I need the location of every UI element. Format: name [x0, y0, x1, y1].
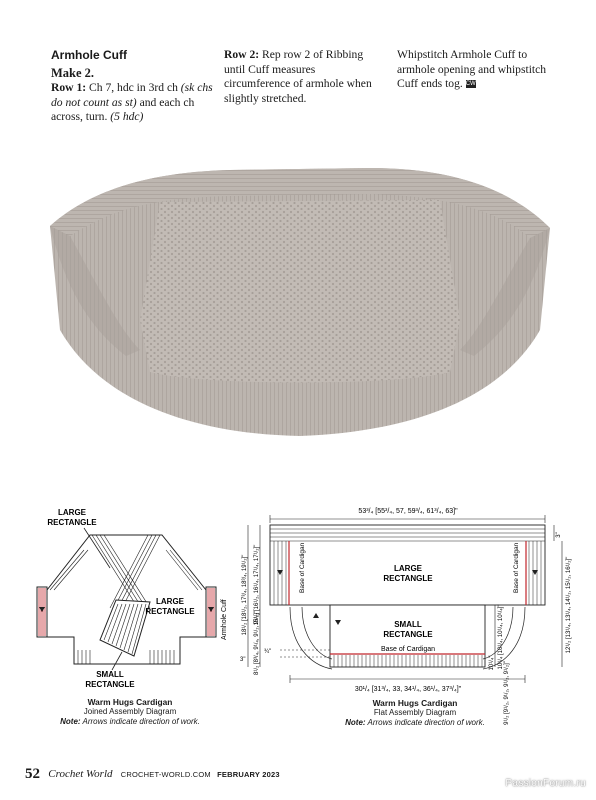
row1-text2: and each ch across, turn.: [51, 95, 195, 123]
large-rectangle-label-2: RECTANGLE: [383, 574, 433, 583]
small-height-dim: 10¹/₄ [10¹/₄, 10¹/₄, 10¹/₄]": [498, 604, 504, 670]
row2-text: Rep row 2 of Ribbing until Cuff measures circumference of armhole when slightly stretched.: [224, 48, 372, 105]
large-rectangle-top-label-2: RECTANGLE: [47, 518, 97, 527]
instructions-column-3: [397, 48, 557, 92]
left-half-dim: ¾": [264, 649, 272, 655]
small-rectangle-label-1: SMALL: [96, 670, 124, 679]
flat-diagram-caption: [320, 698, 510, 728]
right-large-dim: 12¹/₂ [13¹/₄, 13¹/₄, 14¹/₂, 15¹/₂, 16¹/₂]": [566, 556, 572, 654]
top-width-dim: 53³/₄ [55³/₄, 57, 59³/₄, 61³/₄, 63]": [358, 508, 458, 515]
make-count: Make 2.: [51, 65, 95, 80]
right-small-dim: 9¹/₂ [9¹/₂, 9¹/₂, 9¹/₂, 9¹/₂]": [504, 661, 510, 725]
right-3-dim: 3": [556, 532, 562, 538]
base-bottom-label: Base of Cardigan: [380, 646, 436, 653]
caption-subtitle: Flat Assembly Diagram: [373, 708, 457, 717]
left-3-dim: 3": [240, 657, 246, 663]
caption-note: Note: Arrows indicate direction of work.: [60, 717, 200, 726]
row1-label: Row 1:: [51, 81, 87, 94]
small-h2-dim: 10¹/₄": [489, 655, 495, 671]
row1-text: Ch 7, hdc in 3rd ch: [89, 81, 178, 94]
base-right-label: Base of Cardigan: [513, 542, 520, 593]
small-rectangle-label-2: RECTANGLE: [85, 680, 135, 689]
instructions-column-1: [51, 48, 216, 125]
cardigan-body: [140, 200, 460, 383]
large-rectangle-right-label-2: RECTANGLE: [145, 607, 195, 616]
caption-note: Note: Arrows indicate direction of work.: [345, 718, 485, 727]
caption-title: Warm Hugs Cardigan: [87, 697, 173, 707]
row1-paragraph: [51, 81, 216, 125]
issue-date: FEBRUARY 2023: [217, 770, 280, 779]
instructions-column-2: [224, 48, 384, 106]
cardigan-photo: [30, 150, 570, 460]
large-rectangle-top-label-1: LARGE: [58, 508, 86, 517]
caption-subtitle: Joined Assembly Diagram: [83, 707, 177, 716]
row1-italic: (sk chs do not count as st): [51, 81, 213, 109]
end-mark-icon: CW: [465, 81, 476, 88]
small-rectangle-label-2: RECTANGLE: [383, 630, 433, 639]
section-heading: Armhole Cuff: [51, 48, 127, 62]
page-number: 52: [25, 766, 40, 782]
base-left-label: Base of Cardigan: [299, 542, 306, 593]
magazine-name: Crochet World: [48, 768, 113, 780]
joined-diagram-caption: [30, 697, 230, 727]
website: CROCHET-WORLD.COM: [120, 770, 211, 779]
left-height-dim: 18¹/₂ [18¹/₂, 17³/₄, 18³/₄, 19¹/₂]": [242, 554, 248, 636]
page-footer: [25, 766, 280, 783]
watermark: PassionForum.ru: [505, 778, 586, 789]
left-lower-dim: 8¹/₂ [8³/₄, 9¹/₄, 9¹/₂, 9¹/₂]": [254, 610, 260, 676]
center-up-arrow-icon: [313, 613, 319, 618]
row2-label: Row 2:: [224, 48, 260, 61]
row1-count: (5 hdc): [110, 110, 144, 123]
caption-title: Warm Hugs Cardigan: [372, 698, 458, 708]
left-mid-dim: 15¹/₂ [16¹/₂, 16¹/₄, 17¹/₄, 17¹/₂]": [254, 544, 260, 626]
large-rectangle-label-1: LARGE: [394, 564, 422, 573]
armhole-cuff-label: Armhole Cuff: [221, 599, 228, 640]
small-rectangle-label-1: SMALL: [394, 620, 422, 629]
large-rectangle-right-label-1: LARGE: [156, 597, 184, 606]
bottom-width-dim: 30¹/₄ [31³/₄, 33, 34¹/₄, 36¹/₄, 37³/₄]": [354, 686, 462, 693]
finishing-text: Whipstitch Armhole Cuff to armhole opening and whipstitch Cuff ends tog.: [397, 48, 547, 90]
